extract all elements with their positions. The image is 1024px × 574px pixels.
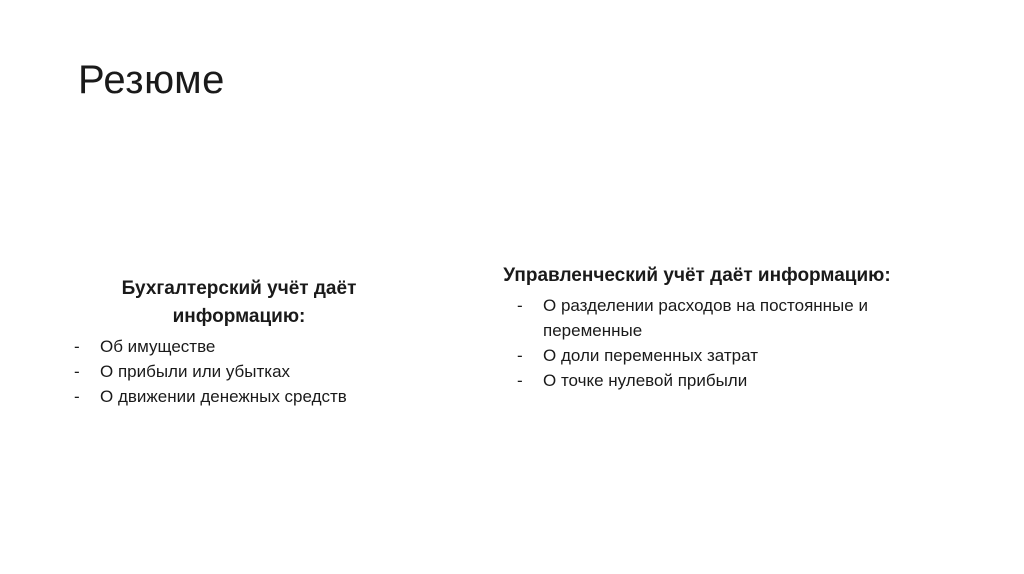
list-item-text: О разделении расходов на постоянные и переменные [543, 296, 868, 340]
list-item [74, 384, 434, 409]
list-item [517, 343, 877, 368]
management-heading: Управленческий учёт даёт информацию: [503, 265, 891, 286]
list-item-text: О точке нулевой прибыли [543, 371, 748, 390]
list-item-text: О доли переменных затрат [543, 346, 758, 365]
bullet-marker: - [517, 346, 523, 365]
list-item-text: О движении денежных средств [100, 387, 347, 406]
bullet-marker: - [74, 337, 80, 356]
accounting-column [74, 275, 434, 409]
accounting-list [74, 334, 434, 409]
slide-title: Резюме [78, 58, 225, 102]
management-list [517, 293, 877, 393]
bullet-marker: - [74, 362, 80, 381]
list-item-text: О прибыли или убытках [100, 362, 291, 381]
management-column [503, 262, 891, 393]
bullet-marker: - [74, 387, 80, 406]
accounting-heading: Бухгалтерский учёт даёт информацию: [121, 278, 357, 327]
bullet-marker: - [517, 371, 523, 390]
list-item [517, 293, 877, 343]
list-item [74, 359, 434, 384]
list-item [517, 368, 877, 393]
list-item [74, 334, 434, 359]
bullet-marker: - [517, 296, 523, 315]
list-item-text: Об имуществе [100, 337, 216, 356]
